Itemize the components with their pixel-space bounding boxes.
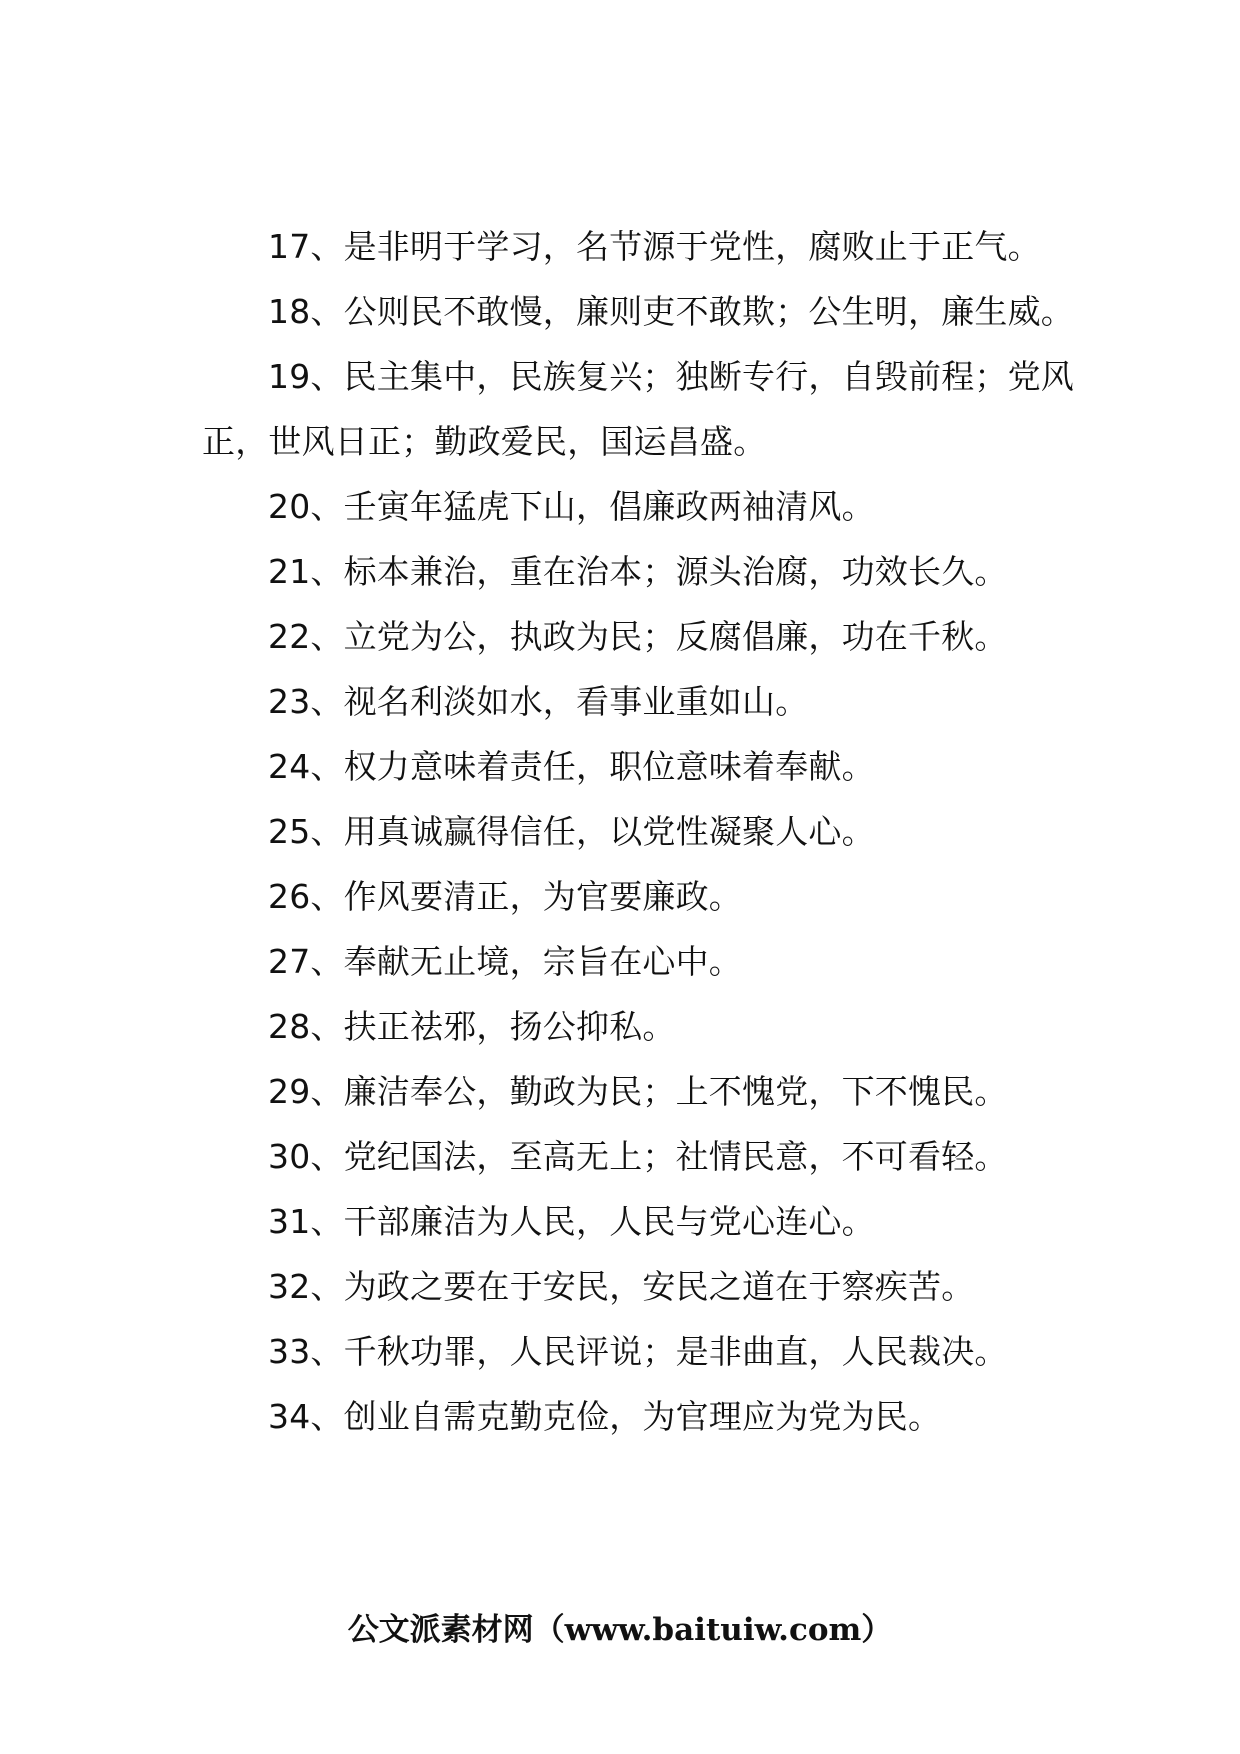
- paragraph-20: 20、壬寅年猛虎下山，倡廉政两袖清风。: [268, 487, 875, 526]
- paragraph-32: 32、为政之要在于安民，安民之道在于察疾苦。: [268, 1267, 975, 1306]
- paragraph-27: 27、奉献无止境，宗旨在心中。: [268, 942, 742, 981]
- document-body: [202, 214, 1082, 1449]
- paragraph-24: 24、权力意味着责任，职位意味着奉献。: [268, 747, 875, 786]
- paragraph-18: 18、公则民不敢慢，廉则吏不敢欺；公生明，廉生威。: [268, 292, 1074, 331]
- paragraph-29: 29、廉洁奉公，勤政为民；上不愧党，下不愧民。: [268, 1072, 1008, 1111]
- paragraph-28: 28、扶正祛邪，扬公抑私。: [268, 1007, 676, 1046]
- paragraph-30: 30、党纪国法，至高无上；社情民意，不可看轻。: [268, 1137, 1008, 1176]
- paragraph-23: 23、视名利淡如水，看事业重如山。: [268, 682, 809, 721]
- paragraph-34: 34、创业自需克勤克俭，为官理应为党为民。: [268, 1397, 942, 1436]
- paragraph-19: 19、民主集中，民族复兴；独断专行，自毁前程；党风正，世风日正；勤政爱民，国运昌盛。: [202, 357, 1074, 461]
- paragraph-33: 33、千秋功罪，人民评说；是非曲直，人民裁决。: [268, 1332, 1008, 1371]
- paragraph-26: 26、作风要清正，为官要廉政。: [268, 877, 742, 916]
- paragraph-17: 17、是非明于学习，名节源于党性，腐败止于正气。: [268, 227, 1041, 266]
- page-footer: 公文派素材网（www.baituiw.com）: [347, 1612, 893, 1648]
- paragraph-21: 21、标本兼治，重在治本；源头治腐，功效长久。: [268, 552, 1008, 591]
- paragraph-31: 31、干部廉洁为人民，人民与党心连心。: [268, 1202, 875, 1241]
- paragraph-25: 25、用真诚赢得信任，以党性凝聚人心。: [268, 812, 875, 851]
- paragraph-22: 22、立党为公，执政为民；反腐倡廉，功在千秋。: [268, 617, 1008, 656]
